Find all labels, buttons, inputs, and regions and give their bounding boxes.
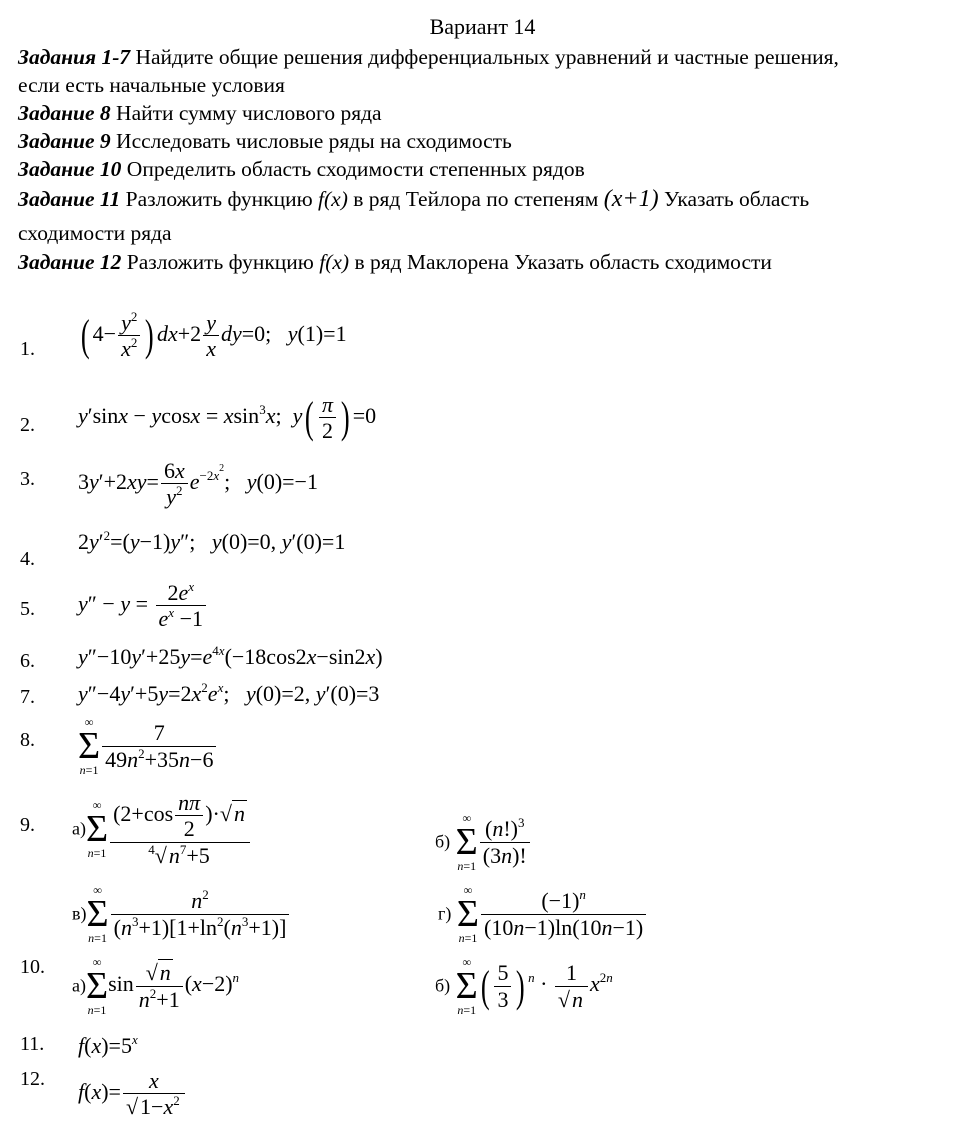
equation-6: $y''-10y'+25y=e^{4x}(-18\cos 2x-\sin 2x)$ <box>78 643 383 669</box>
equation-3: 3y′+2xy= $\frac{6x}{y^2}$ $e^{-2x^2}$; y(0)=−1 <box>78 458 318 510</box>
problem-number: 11. <box>20 1033 45 1055</box>
instruction-12: Задание 12 Разложить функцию f(x) в ряд Маклорена Указать область сходимости <box>18 250 772 274</box>
function-12: f(x)= $\frac{x}{√1-x^2}$ <box>78 1068 187 1120</box>
series-9g: г) ∞ Σ n=1 $\frac{(-1)^n}{(10n-1)\ln(10n-1)}$ <box>438 884 648 944</box>
equation-7: $y''-4y'+5y=2x^2e^x$; y(0)=2, y′(0)=3 <box>78 680 380 706</box>
series-8: ∞ Σ n=1 $\frac{7}{49n^2+35n-6}$ <box>78 716 218 776</box>
series-9a: а) ∞ Σ n=1 (2+cos $\frac{n\pi}{2}$ )·√n $^4√n^7+5$ <box>72 790 252 868</box>
problem-number: 4. <box>20 548 35 570</box>
series-9v: в) ∞ Σ n=1 $\frac{n^2}{(n^3+1)[1+\ln^2(n^3+1)]}$ <box>72 884 291 944</box>
instruction-8: Задание 8 Найти сумму числового ряда <box>18 101 382 125</box>
problem-number: 8. <box>20 729 35 751</box>
series-9b: б) ∞ Σ n=1 $\frac{(n!)^3}{(3n)!}$ <box>435 812 532 872</box>
instruction-9: Задание 9 Исследовать числовые ряды на сходимость <box>18 129 512 153</box>
problem-number: 3. <box>20 468 35 490</box>
power-series-10a: а) ∞ Σ n=1 sin $\frac{√n}{n^2+1}$ $(x-2)^n$ <box>72 955 240 1017</box>
problem-number: 10. <box>20 956 45 978</box>
instruction-11: Задание 11 Разложить функцию f(x) в ряд Тейлора по степеням (x+1) Указать область <box>18 186 810 212</box>
problem-number: 12. <box>20 1068 45 1090</box>
power-series-10b: б) ∞ Σ n=1 ( $\frac{5}{3}$ ) $^n$ · $\frac{1}{√n}$ $x^{2n}$ <box>435 955 613 1017</box>
equation-1: ( 4− $\frac{y^2}{x^2}$ ) dx+2 $\frac{y}{x}$ dy=0; y(1)=1 <box>80 309 347 362</box>
instruction-10: Задание 10 Определить область сходимости степенных рядов <box>18 157 585 181</box>
equation-2: y′sinx − ycosx = xsin$^3$x; y( $\frac{\pi}{2}$ ) =0 <box>78 392 377 444</box>
problem-number: 5. <box>20 598 35 620</box>
instruction-1-7-cont: если есть начальные условия <box>18 73 285 97</box>
equation-5: y″ − y = $\frac{2e^x}{e^x -1}$ <box>78 580 208 632</box>
problem-number: 9. <box>20 814 35 836</box>
equation-4: $2y'^2=(y-1)y''$; y(0)=0, y′(0)=1 <box>78 528 346 554</box>
problem-number: 2. <box>20 414 35 436</box>
instruction-11-cont: сходимости ряда <box>18 221 172 245</box>
variant-title: Вариант 14 <box>429 14 536 39</box>
function-11: $f(x)=5^x$ <box>78 1032 138 1058</box>
problem-number: 7. <box>20 686 35 708</box>
problem-number: 6. <box>20 650 35 672</box>
problem-number: 1. <box>20 338 35 360</box>
instruction-1-7: Задания 1-7 Найдите общие решения дифференциальных уравнений и частные решения, <box>18 45 839 69</box>
